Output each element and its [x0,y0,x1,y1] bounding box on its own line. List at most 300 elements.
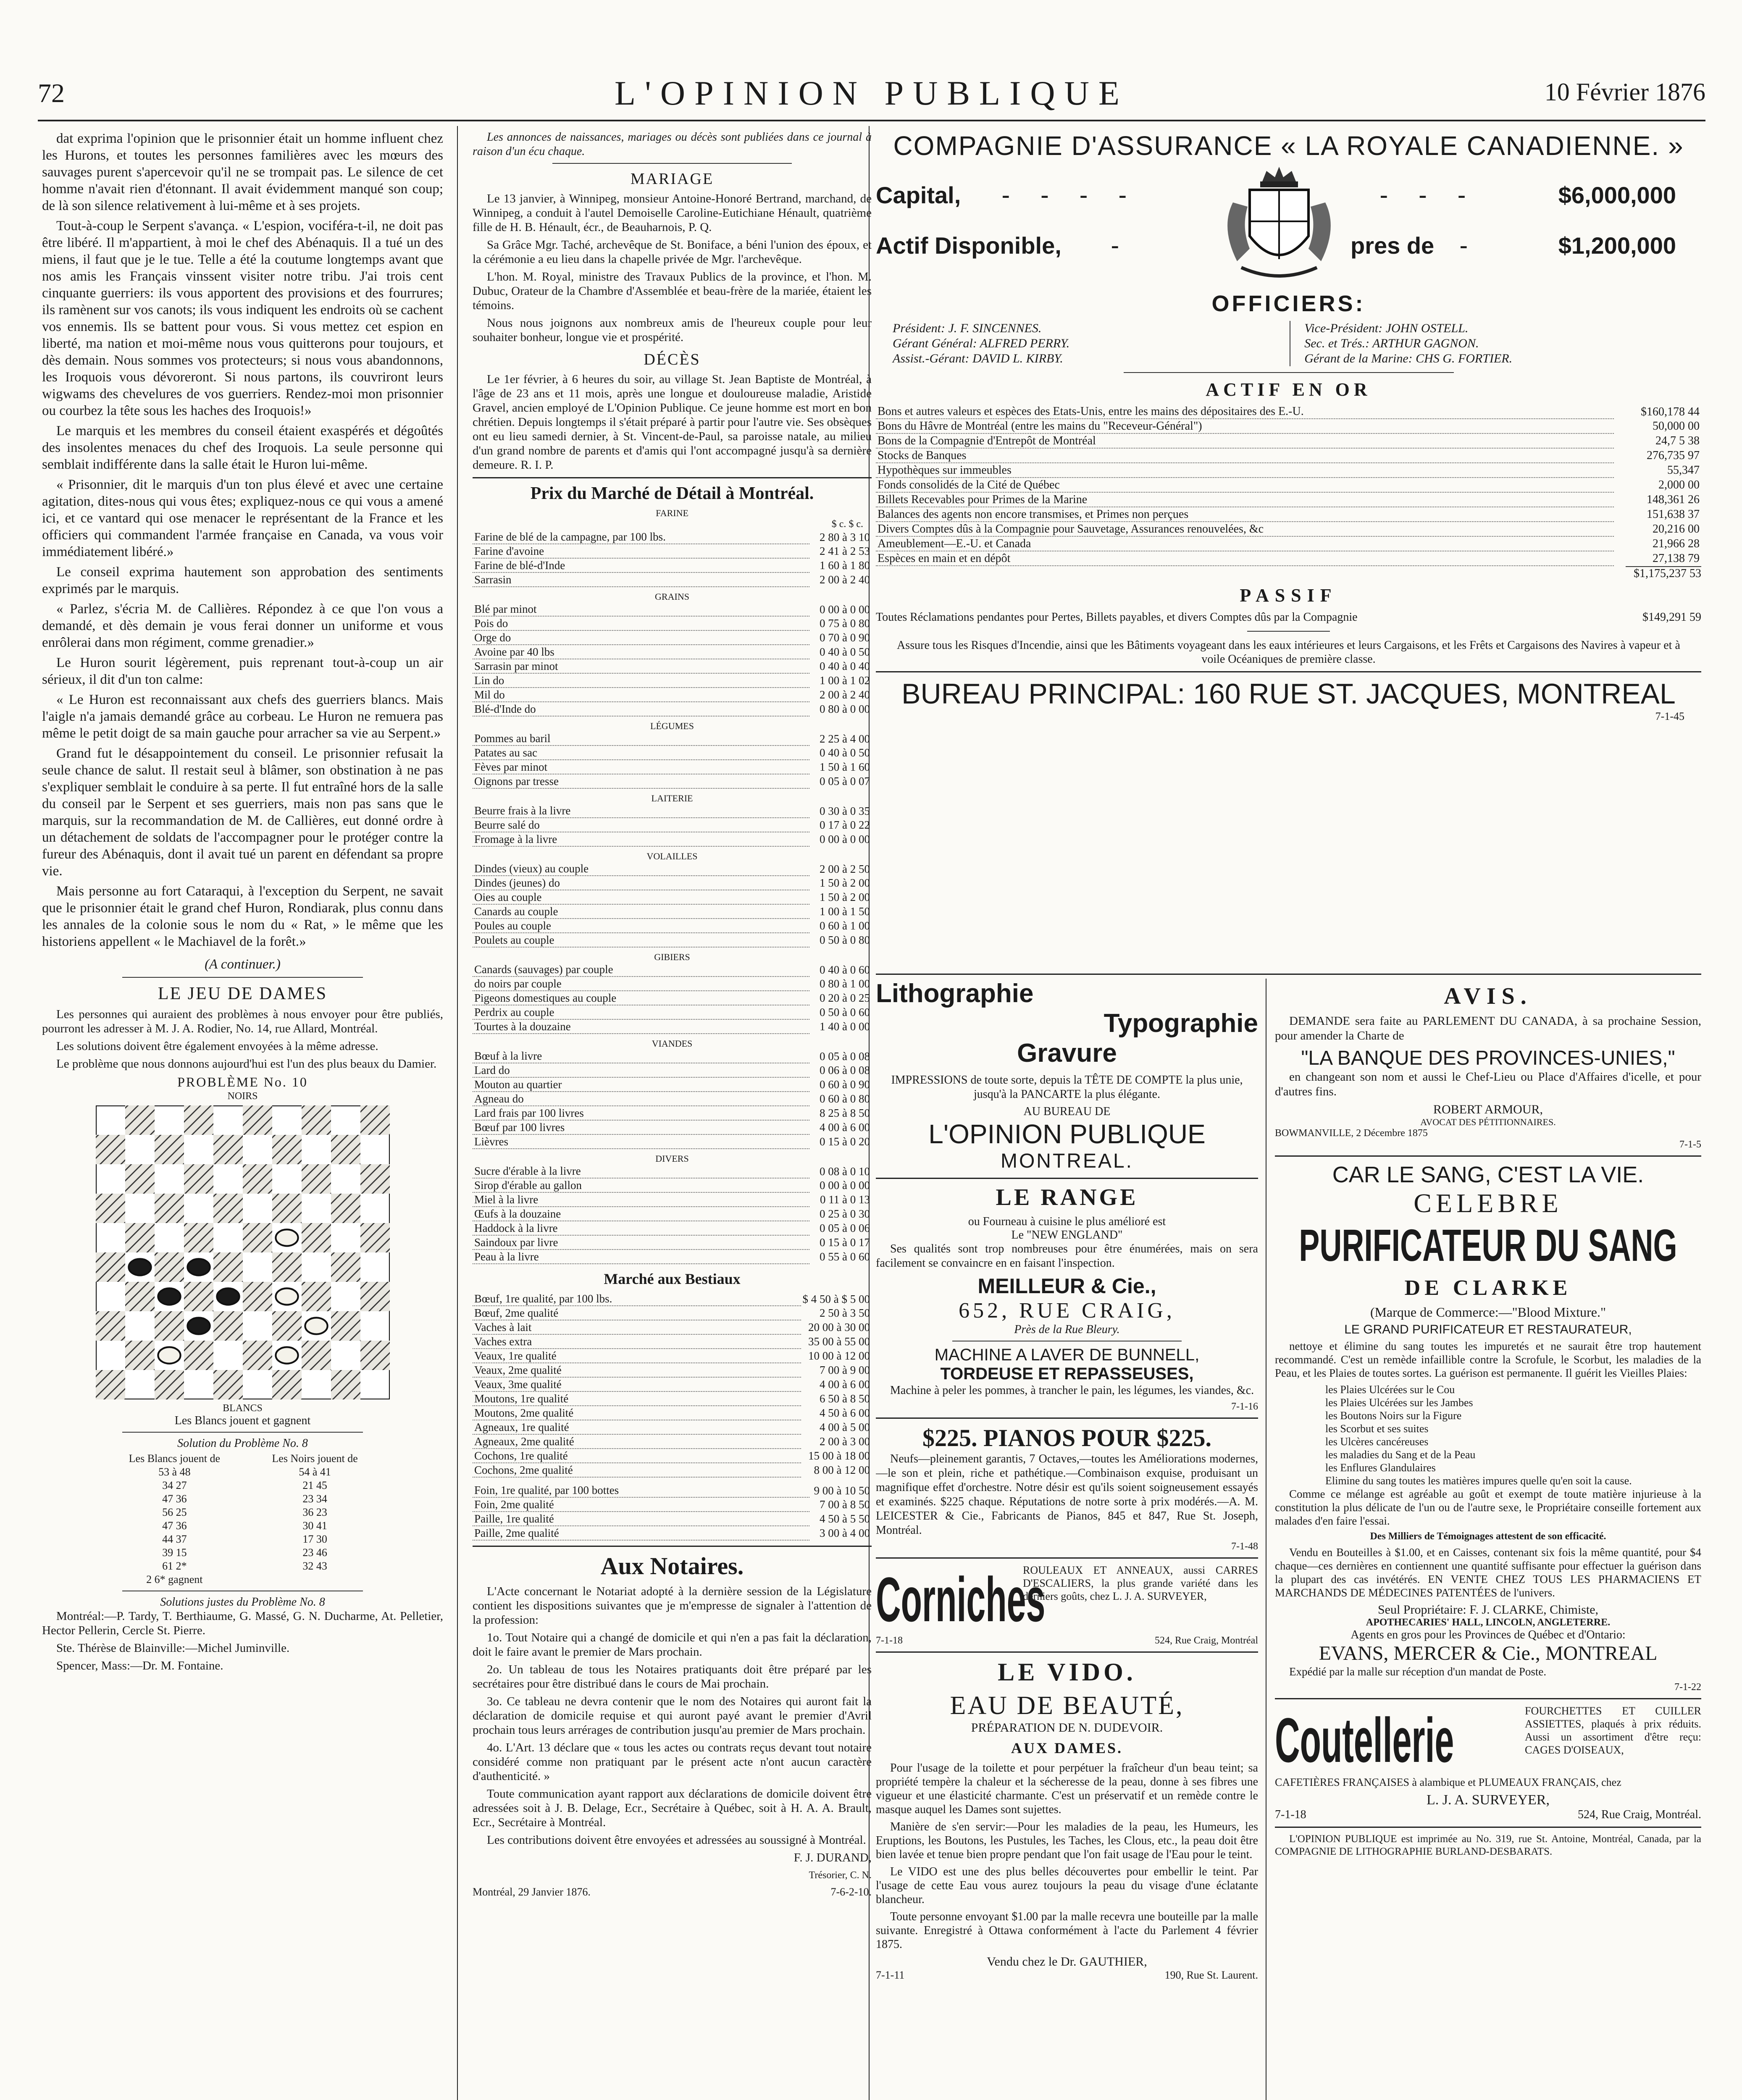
actif-row [876,522,1701,536]
notaires-item: 1o. Tout Notaire qui a changé de domicile et qui n'en a pas fait la déclaration, doit le faire avant le premier de Mars prochain. [473,1631,872,1659]
price-row [473,530,872,544]
price-row-label: Foin, 2me qualité [473,1497,809,1512]
board-dark-square [213,1135,243,1164]
story-paragraph: Le Huron sourit légèrement, puis reprenant tout-à-coup un air sérieux, il dit d'un ton calme: [42,655,443,687]
price-row [473,1120,872,1134]
actif-row-label: Balances des agents non encore transmises, et Primes non perçues [876,507,1614,522]
eau-beaute-title: EAU DE BEAUTÉ, [950,1691,1184,1720]
price-row [473,760,872,774]
mariage-paragraph: Nous nous joignons aux nombreux amis de l'heureux couple pour leur souhaiter bonheur, longue vie et prospérité. [473,316,872,344]
solution-row [102,1559,383,1573]
milliers-line: Des Milliers de Témoignages attestent de son efficacité. [1370,1531,1606,1542]
actif-row [876,478,1701,492]
divider [1247,631,1330,632]
board-dark-square [302,1223,331,1252]
board-dark-square [155,1252,184,1282]
bureau-principal: BUREAU PRINCIPAL: 160 RUE ST. JACQUES, MONTREAL [901,678,1676,710]
actif-row [876,404,1701,419]
actif-row-label: Hypothèques sur immeubles [876,463,1614,478]
price-row-value: 0 60 à 0 90 [820,1078,870,1091]
price-row-label: Agneaux, 1re qualité [473,1420,801,1434]
price-row-label: Pigeons domestiques au couple [473,991,809,1005]
gravure-heading: Gravure [1017,1039,1117,1068]
board-dark-square [155,1370,184,1399]
price-row-label: Bœuf, 1re qualité, par 100 lbs. [473,1292,801,1306]
solution-move: 23 34 [302,1493,327,1505]
masthead [38,74,1705,111]
price-row-label: Veaux, 3me qualité [473,1377,801,1391]
insurance-ref: 7-1-45 [1655,710,1684,722]
solution-head: Les Blancs jouent de [129,1452,220,1465]
apothecaries-line: APOTHECARIES' HALL, LINCOLN, ANGLETERRE. [1366,1617,1611,1628]
price-row-value: $ 4 50 à $ 5 00 [802,1292,870,1305]
masthead-rule [38,120,1705,121]
vido-paragraph: Toute personne envoyant $1.00 par la malle recevra une bouteille par la malle suivante. Enregistré à Ottawa conformément à l'acte du Parlement 4 février 1875. [876,1910,1258,1951]
board-dark-square [331,1311,360,1341]
corniches-text: ROULEAUX ET ANNEAUX, aussi CARRES D'ESCALIERS, la plus grande variété dans les derniers goûts, chez L. J. A. SURVEYER, [1023,1564,1258,1602]
tordeuse-title: TORDEUSE ET REPASSEUSES, [940,1365,1194,1383]
price-row-value: 0 80 à 1 00 [820,977,870,990]
column-announcements [473,130,872,2100]
actif-row-value: $160,178 44 [1641,405,1700,418]
board-dark-square [302,1164,331,1194]
price-row [473,746,872,760]
board-dark-square [96,1135,125,1164]
price-row-label: Vaches extra [473,1334,801,1349]
capital-dashes-right: - - - [1380,182,1478,208]
blancs-label: BLANCS [223,1403,263,1414]
story-body [42,130,443,973]
price-row-value: 0 50 à 0 60 [820,1006,870,1018]
board-dark-square [360,1341,390,1370]
price-row [473,1063,872,1077]
coutellerie-address: 524, Rue Craig, Montréal. [1578,1808,1701,1821]
avis-ref: 7-1-5 [1679,1139,1701,1150]
officers-right [1292,321,1684,366]
passif-value: $149,291 59 [1642,611,1701,624]
price-row [473,702,872,716]
passif-title: PASSIF [1240,585,1337,606]
board-dark-square [331,1194,360,1223]
board-dark-square [360,1164,390,1194]
vendu-footer [876,1969,1258,1982]
board-dark-square [96,1370,125,1399]
board-dark-square [272,1370,302,1399]
price-row-value: 4 00 à 5 00 [820,1421,870,1433]
black-checker-piece [187,1318,210,1334]
price-row-value: 1 60 à 1 80 [820,559,870,572]
price-row [473,976,872,991]
price-row [473,933,872,947]
solution-row [102,1506,383,1519]
price-row-label: Moutons, 2me qualité [473,1406,801,1420]
laiterie-table [473,804,872,847]
price-row-value: 0 60 à 0 80 [820,1092,870,1105]
clarke-list-item: les Scorbut et ses suites [1325,1423,1429,1435]
solution-move: 61 2* [162,1560,187,1572]
board-dark-square [331,1252,360,1282]
insurance-note: Assure tous les Risques d'Incendie, ainsi que les Bâtiments voyageant dans les eaux intérieures et leurs Cargaisons, et les Frêts et Cargaisons des Navires à vapeur et à voile Océaniques de première classe. [897,639,1680,666]
clarke-list-item: les Plaies Ulcérées sur les Jambes [1325,1396,1473,1409]
price-row-value: 0 00 à 0 00 [820,1179,870,1192]
price-row-label: Farine de blé de la campagne, par 100 lbs. [473,530,809,544]
notaires-paragraph: L'Acte concernant le Notariat adopté à la dernière session de la Législature contient les dispositions suivantes que je m'empresse de signaler à l'attention de la profession: [473,1585,872,1627]
board-dark-square [125,1341,155,1370]
divider [876,1178,1258,1179]
noirs-label: NOIRS [227,1091,258,1102]
price-row [473,673,872,688]
price-row-label: Saindoux par livre [473,1235,809,1250]
board-dark-square [272,1135,302,1164]
mariage-paragraph: Le 13 janvier, à Winnipeg, monsieur Antoine-Honoré Bertrand, marchand, de Winnipeg, a conduit à l'autel Demoiselle Caroline-Eutichiane Hénault, quatrième fille de H. B. Hénault, écr., de Beauharnois, P. Q. [473,192,872,234]
solution-move: 53 à 48 [158,1466,191,1478]
price-row-value: 0 20 à 0 25 [820,992,870,1004]
actif-row-value: 21,966 28 [1653,537,1700,550]
preparation-line: PRÉPARATION DE N. DUDEVOIR. [971,1721,1163,1735]
actif-row [876,492,1701,507]
actif-row-value: 24,7 5 38 [1655,434,1700,447]
vido-paragraph: Manière de s'en servir:—Pour les maladies de la peau, les Humeurs, les Eruptions, les Boutons, les Pustules, les Taches, les Clous, etc., la peau doit être bien lavée et tenue bien propre pendant que l'on fait usage de l'Eau pour le teint. [876,1820,1258,1861]
solution-move: 39 15 [162,1546,187,1559]
officer-entry: Sec. et Trés.: ARTHUR GAGNON. [1304,336,1479,350]
price-row-label: Foin, 1re qualité, par 100 bottes [473,1483,809,1497]
machine-ref: 7-1-16 [1231,1401,1258,1412]
price-row [473,544,872,558]
price-row-label: Perdrix au couple [473,1005,809,1019]
price-row-value: 4 00 à 6 00 [820,1378,870,1391]
aux-dames-line: AUX DAMES. [1011,1740,1123,1756]
price-row [473,876,872,890]
price-row-value: 4 50 à 5 50 [820,1512,870,1525]
bowmanville-date: BOWMANVILLE, 2 Décembre 1875 [1275,1128,1428,1139]
story-paragraph: « Parlez, s'écria M. de Callières. Répondez à ce que l'on vous a demandé, et dès demain je vous ferai donner un uniforme et vous enrôlerai dans mon régiment, comme grenadier.» [42,601,443,650]
divider [122,1432,363,1433]
notaires-title: Aux Notaires. [600,1552,744,1580]
price-row-label: Sarrasin par minot [473,659,809,673]
ad-rule [876,974,1701,975]
actif-row [876,507,1701,522]
actif-row-label: Billets Recevables pour Primes de la Marine [876,492,1614,507]
board-dark-square [184,1341,213,1370]
price-row-label: Avoine par 40 lbs [473,645,809,659]
white-checker-piece [276,1229,298,1246]
price-row [473,919,872,933]
price-row-value: 0 15 à 0 17 [820,1236,870,1249]
price-row-value: 2 25 à 4 00 [820,732,870,745]
actif-dash: - [1111,232,1119,258]
price-row-value: 35 00 à 55 00 [808,1335,870,1348]
corniches-ref: 7-1-18 [876,1635,903,1646]
price-row [473,1434,872,1449]
vendu-address: 190, Rue St. Laurent. [1164,1969,1258,1981]
clarke-paragraph: nettoye et élimine du sang toutes les impuretés et ne saurait être trop hautement recommandé. C'est un remède infaillible contre la Scrofule, le Scorbut, les maladies de la Peau, et les Plaies de toutes sortes. La guérison est permanente. Il guérit les Vieilles Plaies: [1275,1340,1701,1379]
price-row-value: 0 50 à 0 80 [820,934,870,946]
price-row-label: Haddock à la livre [473,1221,809,1235]
price-row [473,1049,872,1063]
price-row-value: 0 40 à 0 40 [820,660,870,672]
story-paragraph: Le marquis et les membres du conseil étaient exaspérés et dégoûtés des insolentes menaces du chef des Iroquois. La seule personne qui semblait indifférente dans la salle était le Huron lui-même. [42,423,443,472]
solution-move: 47 36 [162,1520,187,1532]
price-row-label: Miel à la livre [473,1192,809,1207]
board-dark-square [96,1194,125,1223]
board-dark-square [360,1223,390,1252]
officer-entry: Président: J. F. SINCENNES. [893,321,1042,335]
column-rule [457,126,458,2100]
story-paragraph: dat exprima l'opinion que le prisonnier était un homme influent chez les Hurons, et toutes les personnes familières avec les mœurs des sauvages purent s'apercevoir qu'il ne se trompait pas. Le silence de cet homme n'avait rien d'étonnant. Il avait évidemment manqué son coup; de là son silence relativement à lui-même et à ses projets. [42,131,443,213]
price-row [473,572,872,587]
price-row-value: 2 50 à 3 50 [820,1307,870,1319]
board-dark-square [155,1311,184,1341]
checkers-board-svg [96,1105,390,1399]
surveyer-name: L. J. A. SURVEYER, [1427,1792,1550,1808]
viandes-table [473,1049,872,1149]
price-row-value: 0 75 à 0 80 [820,617,870,630]
actif-row-value: 2,000 00 [1658,478,1700,491]
solution-move: 56 25 [162,1506,187,1518]
price-row-value: 0 15 à 0 20 [820,1135,870,1148]
board-dark-square [96,1311,125,1341]
price-row-label: Orge do [473,630,809,645]
black-checker-piece [187,1259,210,1275]
capital-label: Capital, [876,182,961,208]
royal-crest-icon [1216,165,1342,286]
price-row [473,904,872,919]
volailles-table [473,862,872,948]
price-row [473,1320,872,1334]
corniches-heading: Corniches [876,1564,1046,1635]
price-row-value: 0 70 à 0 90 [820,631,870,644]
grand-purificateur: LE GRAND PURIFICATEUR ET RESTAURATEUR, [1344,1323,1632,1336]
white-checker-piece [276,1288,298,1305]
price-row-value: 3 00 à 4 00 [820,1527,870,1539]
black-checker-piece [217,1288,239,1305]
farine-head: FARINE [656,508,688,518]
mariage-title: MARIAGE [630,170,714,188]
insurance-capital-block [876,165,1701,291]
story-paragraph: Mais personne au fort Cataraqui, à l'exception du Serpent, ne savait que le prisonnier était le grand chef Huron, Rondiarak, plus connu dans les annales de la colonie sous le nom du « Rat, » le même que les historiens appellent « le Machiavel de la forêt.» [42,884,443,949]
price-row-label: Poules au couple [473,919,809,933]
price-row-value: 0 40 à 0 50 [820,646,870,658]
vendu-ref: 7-1-11 [876,1969,905,1981]
price-row-value: 0 05 à 0 08 [820,1050,870,1063]
actif-row [876,551,1701,566]
price-row [473,1019,872,1034]
price-row [473,659,872,673]
price-row [473,862,872,876]
price-row-value: 10 00 à 12 00 [808,1349,870,1362]
range-title: LE RANGE [996,1184,1138,1210]
board-dark-square [213,1311,243,1341]
price-row [473,818,872,832]
deces-paragraph: Le 1er février, à 6 heures du soir, au village St. Jean Baptiste de Montréal, à l'âge de 23 ans et 11 mois, après une longue et douloureuse maladie, Aristide Gravel, ancien employé de L'Opinion Publique. Ce jeune homme est mort en bon chrétien. Depuis longtemps il s'était préparé à partir pour l'autre vie. Ses obsèques ont eu lieu samedi dernier, à St. Vincent-de-Paul, sa paroisse natale, au milieu d'un grand nombre de parents et d'amis qui l'ont accompagné jusqu'à sa dernière demeure. R. I. P. [473,373,872,472]
actif-row [876,536,1701,551]
price-row [473,630,872,645]
divider [122,977,363,978]
evans-mercer: EVANS, MERCER & Cie., MONTREAL [1319,1642,1658,1664]
mariage-paragraph: L'hon. M. Royal, ministre des Travaux Publics de la province, et l'hon. M. Dubuc, Orateur de la Chambre d'Assemblée et beau-frère de la mariée, étaient les témoins. [473,270,872,312]
newspaper-title: L'OPINION PUBLIQUE [615,74,1129,112]
price-row-value: 2 00 à 2 50 [820,862,870,875]
price-head: $ c. $ c. [831,519,863,530]
board-dark-square [155,1135,184,1164]
mariage-paragraph: Sa Grâce Mgr. Taché, archevêque de St. Boniface, a béni l'union des époux, et la cérémonie a eu lieu dans la chapelle privée de Mgr. l'archevêque. [473,238,872,266]
price-row-label: Sucre d'érable à la livre [473,1164,809,1178]
vido-title: LE VIDO. [998,1658,1136,1686]
price-row [473,1235,872,1250]
price-row [473,1377,872,1391]
solution-row [102,1546,383,1559]
board-dark-square [96,1252,125,1282]
price-row [473,1250,872,1264]
price-row [473,1512,872,1526]
solution-row [102,1492,383,1506]
corniches-ad [876,1564,1258,1635]
clarke-list-item: les Enflures Glandulaires [1325,1462,1436,1474]
dames-title: LE JEU DE DAMES [158,984,328,1003]
price-row-value: 0 11 à 0 13 [820,1193,870,1206]
solution-title: Solution du Problème No. 8 [177,1437,308,1450]
actif-value: $1,200,000 [1558,232,1676,259]
actif-row-label: Bons de la Compagnie d'Entrepôt de Montréal [876,433,1614,448]
volailles-head: VOLAILLES [646,851,698,861]
actif-dash: - [1460,232,1468,258]
price-row-label: Canards (sauvages) par couple [473,963,809,976]
solvers-text: Montréal:—P. Tardy, T. Berthiaume, G. Massé, G. N. Ducharme, At. Pelletier, Hector Pellerin, Cercle St. Pierre. [42,1609,443,1637]
price-row [473,804,872,818]
price-row-label: Œufs à la douzaine [473,1207,809,1221]
solution-row [102,1533,383,1546]
avis-text: DEMANDE sera faite au PARLEMENT DU CANADA, à sa prochaine Session, pour amender la Charte de [1275,1014,1701,1042]
banque-name: "LA BANQUE DES PROVINCES-UNIES," [1301,1047,1675,1069]
solution-row [102,1519,383,1533]
solution-move: 30 41 [302,1520,327,1532]
price-row [473,1349,872,1363]
viandes-head: VIANDES [652,1038,693,1049]
gibiers-head: GIBIERS [654,952,690,962]
range-subtitle: ou Fourneau à cuisine le plus amélioré est [968,1215,1166,1228]
avis-text: en changeant son nom et aussi le Chef-Lieu ou Place d'Affaires d'icelle, et pour d'autres fins. [1275,1070,1701,1098]
price-row-label: Lin do [473,673,809,688]
avocat-line: AVOCAT DES PÉTITIONNAIRES. [1420,1117,1556,1127]
coutellerie-ad [1275,1704,1701,1776]
solvers-text: Ste. Thérèse de Blainville:—Michel Juminville. [56,1641,290,1655]
notaires-signature: F. J. DURAND, [793,1851,872,1864]
board-dark-square [272,1252,302,1282]
meilleur-name: MEILLEUR & Cie., [977,1274,1156,1298]
actif-total: $1,175,237 53 [1626,566,1701,580]
capital-value: $6,000,000 [1558,182,1676,208]
divider [1275,1155,1701,1157]
price-row [473,1192,872,1207]
price-row-label: Oignons par tresse [473,774,809,788]
price-row [473,732,872,746]
divider [876,1557,1258,1559]
price-row [473,1092,872,1106]
price-row [473,602,872,616]
farine-table [473,530,872,587]
price-row [473,1420,872,1434]
solution-move: 36 23 [302,1506,327,1518]
price-row-label: Farine d'avoine [473,544,809,558]
clarke-list-item: les maladies du Sang et de la Peau [1325,1449,1476,1461]
price-row [473,1406,872,1420]
proprietaire-line: Seul Propriétaire: F. J. CLARKE, Chimiste, [1377,1603,1599,1617]
solution-row [102,1573,383,1586]
vendu-line: Vendu chez le Dr. GAUTHIER, [987,1955,1147,1969]
bleury-note: Près de la Rue Bleury. [1014,1323,1120,1336]
price-row-value: 2 00 à 2 40 [820,688,870,701]
laiterie-head: LAITERIE [651,793,693,803]
clarke-paragraph: Comme ce mélange est agréable au goût et exempt de toute matière injurieuse à la constitution la plus délicate de l'un ou de l'autre sexe, le Propriétaire conseille fortement aux malades d'en faire l'essai. [1275,1488,1701,1527]
board-dark-square [125,1164,155,1194]
price-row-label: Lard do [473,1063,809,1077]
board-dark-square [125,1105,155,1135]
column-story [42,130,443,2100]
actif-row-value: 55,347 [1667,464,1700,477]
board-dark-square [184,1164,213,1194]
price-row-value: 0 05 à 0 07 [820,775,870,788]
price-row-label: Vaches à lait [473,1320,801,1334]
divider [1275,1698,1701,1699]
price-row-value: 8 25 à 8 50 [820,1107,870,1119]
announce-notice: Les annonces de naissances, mariages ou décès sont publiées dans ce journal à raison d'un écu chaque. [473,131,872,158]
price-row [473,1164,872,1178]
price-row [473,1077,872,1092]
purificateur-heading: PURIFICATEUR DU SANG [1299,1220,1677,1270]
opinion-publique-heading: L'OPINION PUBLIQUE [928,1119,1206,1149]
price-row-value: 0 60 à 1 00 [820,919,870,932]
page-number: 72 [38,78,65,108]
coutellerie-heading: Coutellerie [1275,1705,1454,1775]
grains-table [473,602,872,717]
price-row [473,1178,872,1192]
solution-move: 47 36 [162,1493,187,1505]
gibiers-table [473,963,872,1034]
price-row-value: 0 00 à 0 00 [820,833,870,845]
price-row-value: 1 40 à 0 00 [820,1020,870,1033]
price-row-label: Lièvres [473,1134,809,1149]
craig-address: 652, RUE CRAIG, [959,1299,1175,1323]
price-row-value: 7 00 à 8 50 [820,1498,870,1511]
price-row-value: 1 50 à 2 00 [820,877,870,889]
price-row-value: 0 40 à 0 60 [820,963,870,976]
solution-move: 44 37 [162,1533,187,1545]
price-row [473,616,872,630]
price-row [473,1306,872,1320]
solution-row [102,1479,383,1492]
price-row [473,1483,872,1497]
continued-note: (A continuer.) [205,957,281,972]
price-row [473,1134,872,1149]
price-row-value: 0 08 à 0 10 [820,1165,870,1178]
price-row-value: 0 17 à 0 22 [820,819,870,831]
price-row-label: Bœuf à la livre [473,1049,809,1063]
notaires-ref: 7-6-2-10. [830,1886,872,1898]
agents-line: Agents en gros pour les Provinces de Québec et d'Ontario: [1351,1628,1626,1641]
price-row [473,1221,872,1235]
officiers-title: OFFICIERS: [1211,291,1366,316]
solution-move: 23 46 [302,1546,327,1559]
officer-entry: Gérant Général: ALFRED PERRY. [893,336,1070,350]
price-row-label: Tourtes à la douzaine [473,1019,809,1034]
board-dark-square [243,1164,272,1194]
coutellerie-footer [1275,1808,1701,1822]
actif-row-label: Espèces en main et en dépôt [876,551,1614,566]
price-row [473,1463,872,1477]
price-row-label: Agneaux, 2me qualité [473,1434,801,1449]
board-dark-square [213,1370,243,1399]
passif-text: Toutes Réclamations pendantes pour Pertes, Billets payables, et divers Comptes dûs par la Compagnie [876,611,1358,624]
